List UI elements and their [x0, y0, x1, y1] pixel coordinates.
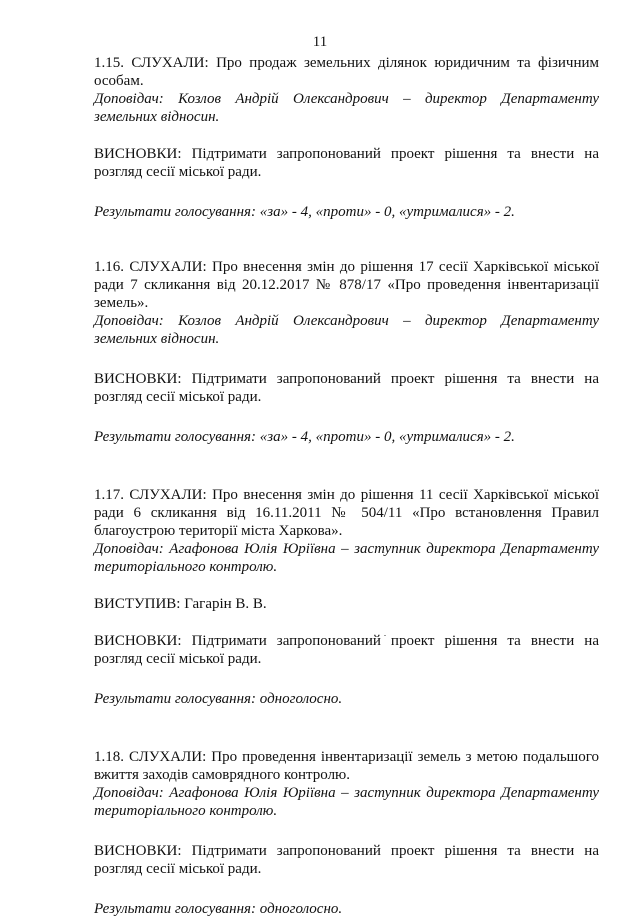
vote-result-text: Результати голосування: «за» - 4, «проти» - 0, «утрималися» - 2. [94, 204, 515, 220]
agenda-item-1-15 [94, 54, 599, 221]
page-number: 11 [312, 34, 328, 50]
conclusion-text: ВИСНОВКИ: Підтримати запропонований проект рішення та внести на розгляд сесії міської ради. [94, 146, 599, 180]
heard-text: 1.16. СЛУХАЛИ: Про внесення змін до рішення 17 сесії Харківської міської ради 7 скликання від 20.12.2017 № 878/17 «Про проведення інвентаризації земель». [94, 259, 599, 311]
agenda-item-1-18 [94, 748, 599, 918]
vote-result-text: Результати голосування: одноголосно. [94, 691, 343, 707]
vote-result-text: Результати голосування: одноголосно. [94, 901, 343, 917]
reporter-text: Доповідач: Агафонова Юлія Юріївна – заступник директора Департаменту територіального контролю. [94, 541, 599, 575]
agenda-item-1-17 [94, 486, 599, 708]
conclusion-text: ВИСНОВКИ: Підтримати запропонований проект рішення та внести на розгляд сесії міської ради. [94, 633, 599, 667]
speaker-text: ВИСТУПИВ: Гагарін В. В. [94, 596, 267, 612]
agenda-item-1-16 [94, 258, 599, 446]
heard-text: 1.18. СЛУХАЛИ: Про проведення інвентаризації земель з метою подальшого вжиття заходів самоврядного контролю. [94, 749, 599, 783]
heard-text: 1.15. СЛУХАЛИ: Про продаж земельних ділянок юридичним та фізичним особам. [94, 55, 599, 89]
conclusion-text: ВИСНОВКИ: Підтримати запропонований проект рішення та внести на розгляд сесії міської ради. [94, 371, 599, 405]
reporter-text: Доповідач: Агафонова Юлія Юріївна – заступник директора Департаменту територіального контролю. [94, 785, 599, 819]
reporter-text: Доповідач: Козлов Андрій Олександрович – директор Департаменту земельних відносин. [94, 313, 599, 347]
reporter-text: Доповідач: Козлов Андрій Олександрович – директор Департаменту земельних відносин. [94, 91, 599, 125]
conclusion-text: ВИСНОВКИ: Підтримати запропонований проект рішення та внести на розгляд сесії міської ради. [94, 843, 599, 877]
document-body [94, 54, 599, 918]
vote-result-text: Результати голосування: «за» - 4, «проти» - 0, «утрималися» - 2. [94, 429, 515, 445]
heard-text: 1.17. СЛУХАЛИ: Про внесення змін до рішення 11 сесії Харківської міської ради 6 скликання від 16.11.2011 № 504/11 «Про встановлення Правил благоустрою території міста Харкова». [94, 487, 599, 539]
